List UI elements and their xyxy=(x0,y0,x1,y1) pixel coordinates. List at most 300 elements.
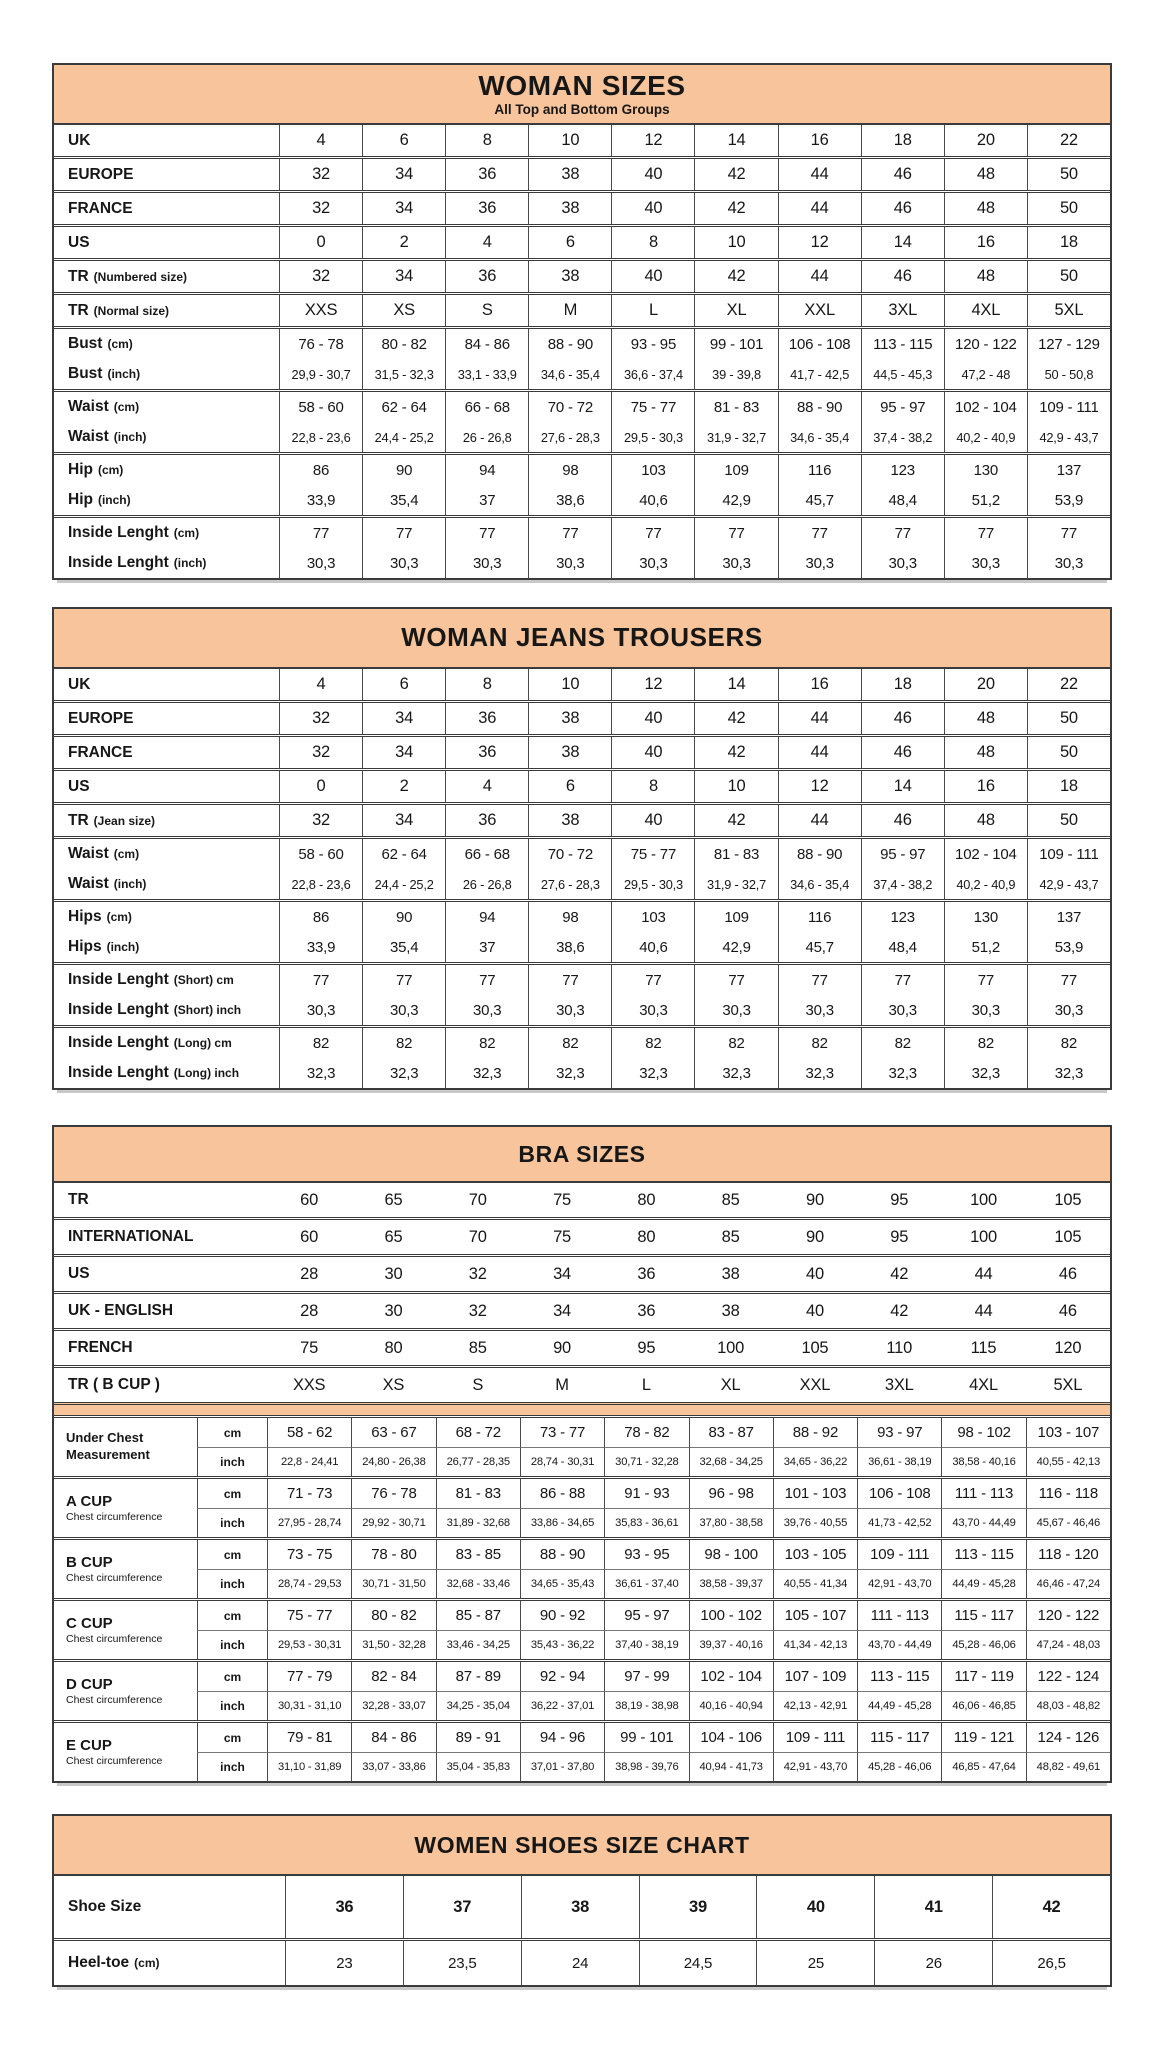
value-cell: 109 - 111 xyxy=(1027,392,1110,422)
value-cell: 47,24 - 48,03 xyxy=(1026,1630,1110,1659)
value-cell: 41,73 - 42,52 xyxy=(857,1508,941,1537)
value-cell: 44 xyxy=(778,805,861,836)
value-cell: 130 xyxy=(944,902,1027,932)
value-cell: 82 xyxy=(861,1028,944,1058)
row-label-sub: (inch) xyxy=(107,367,141,381)
value-cell: 38 xyxy=(528,805,611,836)
value-cell: 83 - 85 xyxy=(436,1540,520,1569)
value-cell: 50 xyxy=(1027,737,1110,768)
row-label-text: Hip xyxy=(68,491,93,508)
unit-cell: inch xyxy=(197,1752,267,1781)
value-cell: 81 - 83 xyxy=(436,1479,520,1508)
value-cell: 35,4 xyxy=(362,485,445,515)
value-cell: 90 xyxy=(362,902,445,932)
value-cell: 24,4 - 25,2 xyxy=(362,869,445,899)
table-row xyxy=(54,295,1110,326)
value-cell: 51,2 xyxy=(944,485,1027,515)
row-label xyxy=(54,227,279,258)
row-group xyxy=(54,1876,1110,1938)
value-cell: 4XL xyxy=(969,1375,998,1394)
value-cell: 36 xyxy=(637,1264,656,1283)
cup-label-text: B CUP xyxy=(66,1554,113,1571)
women-shoes-size-chart-table xyxy=(52,1814,1112,1987)
value-cell: 48 xyxy=(944,159,1027,190)
value-cell: 104 - 106 xyxy=(689,1723,773,1752)
value-cell: 105 - 107 xyxy=(773,1601,857,1630)
value-cell: 82 xyxy=(445,1028,528,1058)
row-label xyxy=(54,805,279,836)
value-cell: 101 - 103 xyxy=(773,1479,857,1508)
row-group xyxy=(54,734,1110,768)
row-group xyxy=(54,802,1110,836)
value-cell: 29,9 - 30,7 xyxy=(279,359,362,389)
table-row xyxy=(54,359,1110,389)
value-cell: 100 xyxy=(717,1338,745,1357)
cup-label-text: Under Chest Measurement xyxy=(66,1430,150,1462)
value-cell: 77 xyxy=(861,965,944,995)
value-cell: 48 xyxy=(944,703,1027,734)
value-cell: 75 xyxy=(300,1338,319,1357)
value-cell: 95 - 97 xyxy=(861,839,944,869)
value-cell: 42,9 - 43,7 xyxy=(1027,422,1110,452)
row-label-text: FRENCH xyxy=(68,1339,133,1356)
row-label-text: Inside Lenght xyxy=(68,1001,169,1018)
value-cell: 77 xyxy=(778,518,861,548)
cup-label xyxy=(54,1479,197,1537)
value-cell: 120 - 122 xyxy=(1026,1601,1110,1630)
value-cell: 36 xyxy=(285,1876,403,1938)
cup-group xyxy=(54,1598,1110,1659)
value-cell: 29,5 - 30,3 xyxy=(611,869,694,899)
value-cell: 42,91 - 43,70 xyxy=(857,1569,941,1598)
value-cell: 82 xyxy=(1027,1028,1110,1058)
value-cell: 4 xyxy=(279,125,362,156)
value-cell: 75 - 77 xyxy=(611,839,694,869)
value-cell: 60 xyxy=(300,1227,319,1246)
row-label xyxy=(54,455,279,485)
value-cell: 35,4 xyxy=(362,932,445,962)
value-cell: 30,3 xyxy=(861,548,944,578)
value-cell: 33,86 - 34,65 xyxy=(520,1508,604,1537)
value-cell: 122 - 124 xyxy=(1026,1662,1110,1691)
value-cell: 94 xyxy=(445,902,528,932)
value-cell: 26 - 26,8 xyxy=(445,422,528,452)
value-cell: 90 xyxy=(805,1227,824,1246)
value-cell: 77 xyxy=(611,518,694,548)
cup-group xyxy=(54,1659,1110,1720)
row-label-sub: (inch) xyxy=(113,877,147,891)
value-cell: 10 xyxy=(694,227,777,258)
value-cell: 22,8 - 23,6 xyxy=(279,422,362,452)
value-cell: 95 - 97 xyxy=(604,1601,688,1630)
value-cell: 48,4 xyxy=(861,932,944,962)
value-cell: 116 - 118 xyxy=(1026,1479,1110,1508)
value-cell: 41,7 - 42,5 xyxy=(778,359,861,389)
value-cell: 34,6 - 35,4 xyxy=(528,359,611,389)
value-cell: 90 xyxy=(553,1338,572,1357)
unit-cell: inch xyxy=(197,1691,267,1720)
value-cell: 77 xyxy=(611,965,694,995)
value-cell: 30,3 xyxy=(445,548,528,578)
value-cell: 50 xyxy=(1027,159,1110,190)
value-cell: 88 - 90 xyxy=(778,392,861,422)
value-cell: 24 xyxy=(521,1941,639,1985)
value-cell: 27,6 - 28,3 xyxy=(528,869,611,899)
unit-cell: cm xyxy=(197,1662,267,1691)
value-cell: 42 xyxy=(992,1876,1110,1938)
value-cell: XXL xyxy=(799,1375,831,1394)
cup-label-sub: Chest circumference xyxy=(66,1572,163,1584)
value-cell: 102 - 104 xyxy=(944,392,1027,422)
value-cell: 40 xyxy=(756,1876,874,1938)
value-cell: L xyxy=(641,1375,651,1394)
value-cell: 41,34 - 42,13 xyxy=(773,1630,857,1659)
row-label xyxy=(54,869,279,899)
value-cell: 66 - 68 xyxy=(445,839,528,869)
table-row xyxy=(54,1028,1110,1058)
value-cell: 90 xyxy=(362,455,445,485)
value-cell: 42,9 - 43,7 xyxy=(1027,869,1110,899)
row-label-text: Inside Lenght xyxy=(68,1034,169,1051)
value-cell: 22 xyxy=(1027,125,1110,156)
value-cell: 18 xyxy=(1027,771,1110,802)
value-cell: 116 xyxy=(778,902,861,932)
value-cell: XL xyxy=(720,1375,741,1394)
value-cell: 44 xyxy=(974,1264,993,1283)
row-label-sub: (inch) xyxy=(113,430,147,444)
value-cell: 50 xyxy=(1027,703,1110,734)
row-label-text: Waist xyxy=(68,875,109,892)
value-cell: 86 - 88 xyxy=(520,1479,604,1508)
row-group xyxy=(54,389,1110,452)
value-cell: 31,5 - 32,3 xyxy=(362,359,445,389)
value-cell: 10 xyxy=(528,669,611,700)
value-cell: 10 xyxy=(528,125,611,156)
value-cell: 30,3 xyxy=(861,995,944,1025)
value-cell: 16 xyxy=(778,125,861,156)
value-cell: 37,01 - 37,80 xyxy=(520,1752,604,1781)
value-cell: 99 - 101 xyxy=(604,1723,688,1752)
value-cell: 82 xyxy=(944,1028,1027,1058)
row-label-text: Inside Lenght xyxy=(68,1064,169,1081)
value-cell: 28,74 - 30,31 xyxy=(520,1447,604,1476)
table-row xyxy=(54,839,1110,869)
value-cell: 119 - 121 xyxy=(941,1723,1025,1752)
row-group xyxy=(54,190,1110,224)
value-cell: 32,28 - 33,07 xyxy=(351,1691,435,1720)
value-cell: 38,58 - 39,37 xyxy=(689,1569,773,1598)
value-cell: 103 xyxy=(611,902,694,932)
value-cell: 34 xyxy=(362,805,445,836)
value-cell: 25 xyxy=(756,1941,874,1985)
value-cell: 2 xyxy=(362,227,445,258)
value-cell: 50 xyxy=(1027,193,1110,224)
value-cell: 76 - 78 xyxy=(351,1479,435,1508)
row-group xyxy=(54,1025,1110,1088)
value-cell: 34,65 - 35,43 xyxy=(520,1569,604,1598)
value-cell: 29,5 - 30,3 xyxy=(611,422,694,452)
value-cell: 22,8 - 24,41 xyxy=(267,1447,351,1476)
size-system-group xyxy=(54,1217,1110,1254)
row-label-text: US xyxy=(68,777,90,795)
value-cell: 32 xyxy=(279,737,362,768)
cup-label-text: A CUP xyxy=(66,1493,113,1510)
value-cell: 42 xyxy=(890,1301,909,1320)
value-cell: 77 xyxy=(778,965,861,995)
value-cell: 48,03 - 48,82 xyxy=(1026,1691,1110,1720)
row-label-text: TR xyxy=(68,267,89,285)
value-cell: 26 xyxy=(874,1941,992,1985)
value-cell: 94 - 96 xyxy=(520,1723,604,1752)
value-cell: 6 xyxy=(528,227,611,258)
value-cell: 70 - 72 xyxy=(528,392,611,422)
value-cell: 34 xyxy=(362,193,445,224)
value-cell: 46 xyxy=(1058,1264,1077,1283)
value-cell: 88 - 92 xyxy=(773,1418,857,1447)
value-cell: 46 xyxy=(861,159,944,190)
value-cell: 100 - 102 xyxy=(689,1601,773,1630)
value-cell: 84 - 86 xyxy=(351,1723,435,1752)
value-cell: M xyxy=(555,1375,569,1394)
value-cell: 28 xyxy=(300,1301,319,1320)
value-cell: 38 xyxy=(721,1301,740,1320)
value-cell: 46,06 - 46,85 xyxy=(941,1691,1025,1720)
value-cell: 90 - 92 xyxy=(520,1601,604,1630)
row-label xyxy=(54,839,279,869)
value-cell: 42 xyxy=(694,159,777,190)
value-cell: S xyxy=(445,295,528,326)
row-label-text: TR xyxy=(68,301,89,319)
table-row xyxy=(54,1368,1110,1402)
value-cell: 68 - 72 xyxy=(436,1418,520,1447)
value-cell: 65 xyxy=(384,1190,403,1209)
value-cell: 38,19 - 38,98 xyxy=(604,1691,688,1720)
row-group xyxy=(54,125,1110,156)
row-label-text: US xyxy=(68,233,90,251)
value-cell: S xyxy=(472,1375,484,1394)
row-group xyxy=(54,669,1110,700)
value-cell: 62 - 64 xyxy=(362,392,445,422)
value-cell: 32 xyxy=(279,159,362,190)
row-label-sub: (cm) xyxy=(97,463,124,477)
value-cell: 73 - 75 xyxy=(267,1540,351,1569)
value-cell: 38 xyxy=(528,159,611,190)
value-cell: 44 xyxy=(778,261,861,292)
value-cell: 81 - 83 xyxy=(694,839,777,869)
table-row xyxy=(54,965,1110,995)
value-cell: 36,22 - 37,01 xyxy=(520,1691,604,1720)
value-cell: 14 xyxy=(861,771,944,802)
woman-jeans-trousers-table xyxy=(52,607,1112,1090)
value-cell: 42,9 xyxy=(694,485,777,515)
row-label-text: Shoe Size xyxy=(68,1898,142,1915)
row-group xyxy=(54,768,1110,802)
value-cell: 46 xyxy=(861,703,944,734)
value-cell: 28,74 - 29,53 xyxy=(267,1569,351,1598)
value-cell: 42,91 - 43,70 xyxy=(773,1752,857,1781)
row-group xyxy=(54,326,1110,389)
table-row xyxy=(54,703,1110,734)
row-label xyxy=(54,548,279,578)
value-cell: 40,55 - 41,34 xyxy=(773,1569,857,1598)
value-cell: 31,50 - 32,28 xyxy=(351,1630,435,1659)
value-cell: 40,2 - 40,9 xyxy=(944,422,1027,452)
unit-cell: inch xyxy=(197,1569,267,1598)
value-cell: 30,3 xyxy=(1027,548,1110,578)
value-cell: 31,9 - 32,7 xyxy=(694,869,777,899)
value-cell: 14 xyxy=(694,125,777,156)
woman-sizes-table xyxy=(52,63,1112,580)
unit-cell: cm xyxy=(197,1601,267,1630)
value-cell: 80 xyxy=(637,1190,656,1209)
value-cell: 96 - 98 xyxy=(689,1479,773,1508)
value-cell: 95 xyxy=(637,1338,656,1357)
row-group xyxy=(54,224,1110,258)
value-cell: 40 xyxy=(805,1301,824,1320)
value-cell: 65 xyxy=(384,1227,403,1246)
value-cell: 36,6 - 37,4 xyxy=(611,359,694,389)
row-group xyxy=(54,836,1110,899)
row-group xyxy=(54,700,1110,734)
value-cell: 34 xyxy=(553,1264,572,1283)
value-cell: 58 - 60 xyxy=(279,392,362,422)
table-header xyxy=(54,65,1110,125)
value-cell: 44 xyxy=(974,1301,993,1320)
row-label-sub: (cm) xyxy=(106,910,132,924)
value-cell: 137 xyxy=(1027,455,1110,485)
value-cell: 30,3 xyxy=(778,995,861,1025)
value-cell: 40 xyxy=(611,261,694,292)
value-cell: 89 - 91 xyxy=(436,1723,520,1752)
value-cell: 36 xyxy=(637,1301,656,1320)
cup-group xyxy=(54,1476,1110,1537)
value-cell: 22 xyxy=(1027,669,1110,700)
value-cell: 34 xyxy=(362,703,445,734)
value-cell: L xyxy=(611,295,694,326)
value-cell: 32,3 xyxy=(1027,1058,1110,1088)
value-cell: 30,3 xyxy=(445,995,528,1025)
table-row xyxy=(54,227,1110,258)
value-cell: 63 - 67 xyxy=(351,1418,435,1447)
row-label-sub: (cm) xyxy=(173,526,200,540)
table-row xyxy=(54,1876,1110,1938)
value-cell: 6 xyxy=(362,669,445,700)
value-cell: 40,55 - 42,13 xyxy=(1026,1447,1110,1476)
row-label xyxy=(54,1331,267,1365)
row-label xyxy=(54,1294,267,1328)
row-label-sub: (Long) inch xyxy=(173,1066,240,1080)
value-cell: 90 xyxy=(805,1190,824,1209)
value-cell: 6 xyxy=(362,125,445,156)
table-row xyxy=(54,869,1110,899)
size-system-group xyxy=(54,1328,1110,1365)
row-label-sub: (Short) cm xyxy=(173,973,234,987)
cup-group xyxy=(54,1415,1110,1476)
value-cell: 30,3 xyxy=(528,995,611,1025)
value-cell: 36 xyxy=(445,805,528,836)
value-cell: 77 xyxy=(528,965,611,995)
value-cell: 30,3 xyxy=(778,548,861,578)
row-label-sub: (cm) xyxy=(107,337,133,351)
value-cell: 32 xyxy=(279,805,362,836)
row-label-text: US xyxy=(68,1265,90,1282)
value-cell: 34 xyxy=(362,159,445,190)
value-cell: 77 xyxy=(1027,518,1110,548)
unit-cell: cm xyxy=(197,1418,267,1447)
value-cell: 24,4 - 25,2 xyxy=(362,422,445,452)
row-label-text: Waist xyxy=(68,428,109,445)
row-label xyxy=(54,1368,267,1402)
value-cell: 95 xyxy=(890,1227,909,1246)
value-cell: 113 - 115 xyxy=(861,329,944,359)
value-cell: 42 xyxy=(694,737,777,768)
value-cell: 43,70 - 44,49 xyxy=(941,1508,1025,1537)
table-row xyxy=(54,1294,1110,1328)
table-row xyxy=(54,548,1110,578)
value-cell: 80 xyxy=(384,1338,403,1357)
value-cell: 23,5 xyxy=(403,1941,521,1985)
value-cell: 46 xyxy=(861,737,944,768)
value-cell: 12 xyxy=(778,227,861,258)
value-cell: 70 xyxy=(468,1190,487,1209)
value-cell: 77 xyxy=(279,965,362,995)
row-label xyxy=(54,1028,279,1058)
value-cell: 45,7 xyxy=(778,932,861,962)
unit-cell: inch xyxy=(197,1508,267,1537)
value-cell: 42 xyxy=(694,805,777,836)
value-cell: 36 xyxy=(445,159,528,190)
value-cell: 75 xyxy=(553,1227,572,1246)
row-label-text: Inside Lenght xyxy=(68,554,169,571)
value-cell: 82 xyxy=(778,1028,861,1058)
table-title: WOMEN SHOES SIZE CHART xyxy=(414,1831,750,1858)
value-cell: 37,80 - 38,58 xyxy=(689,1508,773,1537)
value-cell: 100 xyxy=(970,1190,997,1209)
value-cell: 39,37 - 40,16 xyxy=(689,1630,773,1659)
table-title: BRA SIZES xyxy=(518,1140,646,1167)
value-cell: 45,67 - 46,46 xyxy=(1026,1508,1110,1537)
value-cell: 35,43 - 36,22 xyxy=(520,1630,604,1659)
size-system-group xyxy=(54,1254,1110,1291)
value-cell: 8 xyxy=(611,227,694,258)
cup-label-text: E CUP xyxy=(66,1737,112,1754)
value-cell: 82 xyxy=(611,1028,694,1058)
row-label xyxy=(54,422,279,452)
value-cell: 70 - 72 xyxy=(528,839,611,869)
cup-label-sub: Chest circumference xyxy=(66,1511,163,1523)
row-label-text: TR xyxy=(68,1191,89,1208)
value-cell: 107 - 109 xyxy=(773,1662,857,1691)
row-label xyxy=(54,737,279,768)
value-cell: 30 xyxy=(384,1301,403,1320)
table-row xyxy=(54,485,1110,515)
value-cell: 32,3 xyxy=(611,1058,694,1088)
value-cell: 20 xyxy=(944,669,1027,700)
row-label-sub: (inch) xyxy=(106,940,140,954)
value-cell: 53,9 xyxy=(1027,932,1110,962)
value-cell: 40 xyxy=(611,159,694,190)
value-cell: 40 xyxy=(611,737,694,768)
table-header xyxy=(54,609,1110,669)
value-cell: 103 - 105 xyxy=(773,1540,857,1569)
value-cell: 124 - 126 xyxy=(1026,1723,1110,1752)
value-cell: 0 xyxy=(279,227,362,258)
value-cell: 48 xyxy=(944,261,1027,292)
value-cell: 30,71 - 32,28 xyxy=(604,1447,688,1476)
value-cell: 60 xyxy=(300,1190,319,1209)
value-cell: 85 xyxy=(721,1190,740,1209)
value-cell: 48,82 - 49,61 xyxy=(1026,1752,1110,1781)
